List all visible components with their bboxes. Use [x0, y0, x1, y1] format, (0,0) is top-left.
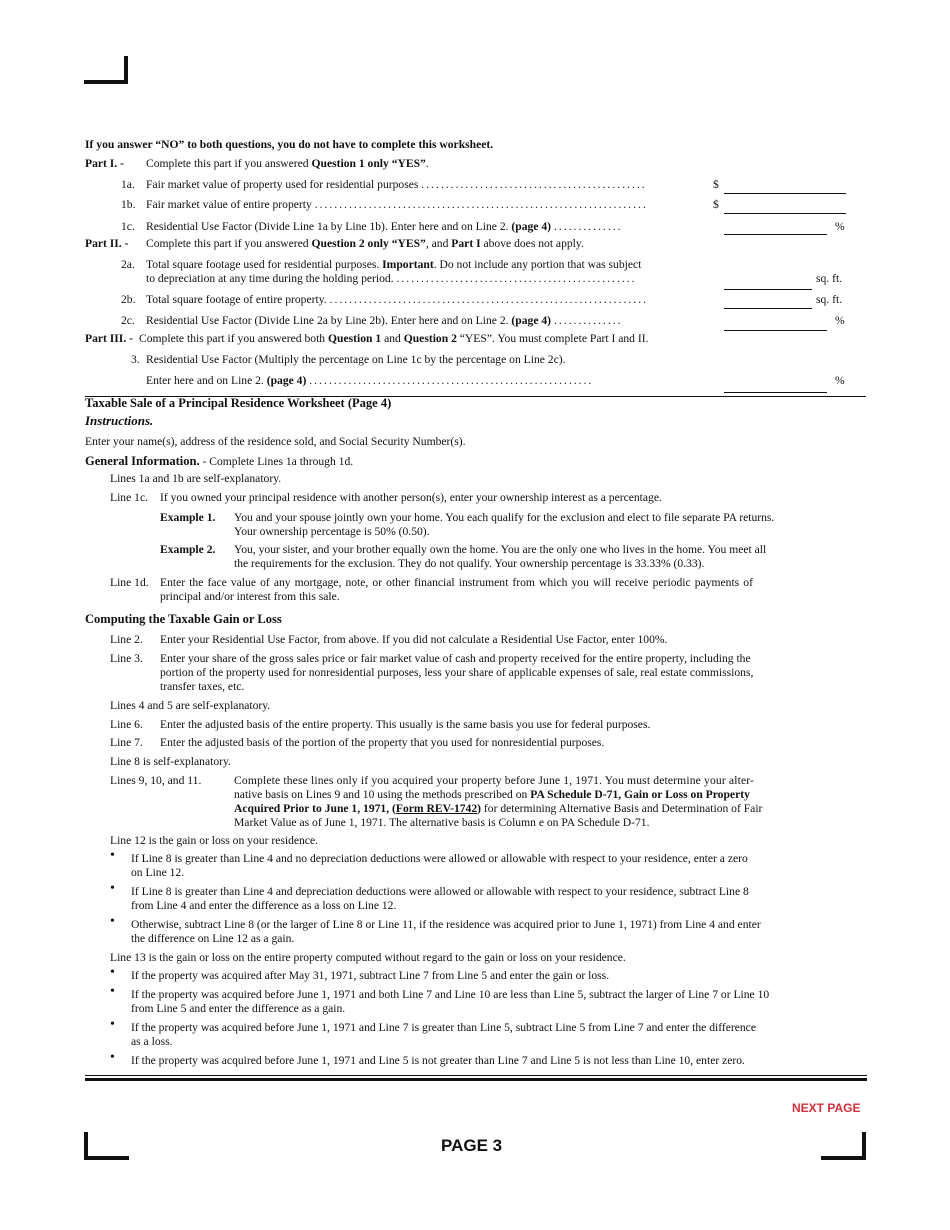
- line-13-bullet-4: If the property was acquired before June 1, 1971 and Line 5 is not greater than Line 7 and Line 5 is not less than Line 10, enter zero.: [131, 1054, 745, 1067]
- line-2b-text: Total square footage of entire property. .................................................................: [146, 293, 648, 306]
- line-2-label: Line 2.: [110, 633, 143, 646]
- line-6-instruction: Enter the adjusted basis of the entire property. This usually is the same basis you use for federal purposes.: [160, 718, 651, 731]
- corner-mark-bottom-right: [821, 1132, 866, 1160]
- general-info-heading: General Information. - Complete Lines 1a through 1d.: [85, 454, 354, 468]
- percent-sign: %: [835, 314, 845, 327]
- line-2c-text: Residential Use Factor (Divide Line 2a by Line 2b). Enter here and on Line 2. (page 4) ..............: [146, 314, 623, 327]
- sqft-unit: sq. ft.: [816, 272, 843, 285]
- next-page-button[interactable]: NEXT PAGE: [792, 1101, 861, 1115]
- part1-label: Part I. -: [85, 157, 124, 170]
- line-3-instruction-cont: portion of the property used for nonresidential purposes, less your share of applicable expenses of sale, real estate commissions,: [160, 666, 754, 679]
- bullet: •: [110, 965, 115, 980]
- line-1d-instruction: Enter the face value of any mortgage, note, or other financial instrument from which you will receive periodic payments of: [160, 576, 753, 589]
- bullet: •: [110, 914, 115, 929]
- lines-1a-1b-note: Lines 1a and 1b are self-explanatory.: [110, 472, 282, 485]
- part2-description: Complete this part if you answered Question 2 only “YES”, and Part I above does not apply.: [146, 237, 584, 250]
- footer-rule-thin: [85, 1075, 867, 1076]
- line-13-bullet-3: If the property was acquired before June 1, 1971 and Line 7 is greater than Line 5, subtract Line 5 from Line 7 and enter the difference: [131, 1021, 756, 1034]
- line-12-bullet-2: If Line 8 is greater than Line 4 and depreciation deductions were allowed or allowable with respect to your residence, subtract Line 8: [131, 885, 749, 898]
- line-2b-field[interactable]: [724, 308, 812, 309]
- lines-9-11-label: Lines 9, 10, and 11.: [110, 774, 202, 787]
- line-12-note: Line 12 is the gain or loss on your residence.: [110, 834, 318, 847]
- dollar-sign: $: [713, 198, 719, 211]
- example-2-text-cont: the requirements for the exclusion. They do not qualify. Your ownership percentage is 33.33% (0.33).: [234, 557, 705, 570]
- line-3-number: 3.: [131, 353, 140, 366]
- form-rev-1742-link[interactable]: Form REV-1742: [395, 802, 478, 815]
- line-1d-label: Line 1d.: [110, 576, 149, 589]
- line-12-bullet-1-cont: on Line 12.: [131, 866, 185, 879]
- line-2a-number: 2a.: [121, 258, 135, 271]
- corner-mark-bottom-left: [84, 1132, 129, 1160]
- example-1-text-cont: Your ownership percentage is 50% (0.50).: [234, 525, 430, 538]
- part3-description: Complete this part if you answered both Question 1 and Question 2 “YES”. You must complete Part I and II.: [139, 332, 649, 345]
- instructions-intro: Enter your name(s), address of the residence sold, and Social Security Number(s).: [85, 435, 466, 448]
- bullet: •: [110, 848, 115, 863]
- line-1d-instruction-cont: principal and/or interest from this sale.: [160, 590, 340, 603]
- line-1b-number: 1b.: [121, 198, 136, 211]
- line-1c-text: Residential Use Factor (Divide Line 1a by Line 1b). Enter here and on Line 2. (page 4) ..............: [146, 220, 623, 233]
- computing-heading: Computing the Taxable Gain or Loss: [85, 612, 282, 626]
- example-2-label: Example 2.: [160, 543, 216, 556]
- example-1-label: Example 1.: [160, 511, 216, 524]
- line-3-label: Line 3.: [110, 652, 143, 665]
- part3-label: Part III. -: [85, 332, 133, 345]
- line-12-bullet-1: If Line 8 is greater than Line 4 and no depreciation deductions were allowed or allowable with respect to your residence, enter a zero: [131, 852, 748, 865]
- line-1a-field[interactable]: [724, 193, 846, 194]
- corner-mark-top-left: [84, 56, 128, 84]
- line-6-label: Line 6.: [110, 718, 143, 731]
- lines-9-11-instruction-cont: Acquired Prior to June 1, 1971, (Form REV-1742) for determining Alternative Basis and Determination of Fair: [234, 802, 763, 815]
- line-7-instruction: Enter the adjusted basis of the portion of the property that you used for nonresidential purposes.: [160, 736, 605, 749]
- line-12-bullet-2-cont: from Line 4 and enter the difference as a loss on Line 12.: [131, 899, 397, 912]
- line-2-instruction: Enter your Residential Use Factor, from above. If you did not calculate a Residential Use Factor, enter 100%.: [160, 633, 668, 646]
- example-1-text: You and your spouse jointly own your home. You each qualify for the exclusion and elect to file separate PA returns.: [234, 511, 775, 524]
- line-3-instruction-cont: transfer taxes, etc.: [160, 680, 245, 693]
- lines-9-11-instruction-cont: native basis on Lines 9 and 10 using the methods prescribed on PA Schedule D-71, Gain or Loss on Property: [234, 788, 750, 801]
- lines-9-11-instruction: Complete these lines only if you acquired your property before June 1, 1971. You must determine your alter-: [234, 774, 755, 787]
- line-13-note: Line 13 is the gain or loss on the entire property computed without regard to the gain or loss on your residence.: [110, 951, 626, 964]
- footer-rule-thick: [85, 1078, 867, 1081]
- line-2a-text: Total square footage used for residential purposes. Important. Do not include any portion that was subject: [146, 258, 642, 271]
- bullet: •: [110, 1017, 115, 1032]
- bullet: •: [110, 984, 115, 999]
- part1-description: Complete this part if you answered Question 1 only “YES”.: [146, 157, 429, 170]
- line-8-note: Line 8 is self-explanatory.: [110, 755, 231, 768]
- line-1c-number: 1c.: [121, 220, 135, 233]
- dollar-sign: $: [713, 178, 719, 191]
- example-2-text: You, your sister, and your brother equally own the home. You are the only one who lives in the home. You meet all: [234, 543, 767, 556]
- line-1c-instruction: If you owned your principal residence with another person(s), enter your ownership interest as a percentage.: [160, 491, 662, 504]
- lines-9-11-instruction-cont: Market Value as of June 1, 1971. The alternative basis is Column e on PA Schedule D-71.: [234, 816, 650, 829]
- line-1c-label: Line 1c.: [110, 491, 148, 504]
- line-3-field[interactable]: [724, 392, 827, 393]
- line-1b-field[interactable]: [724, 213, 846, 214]
- line-2b-number: 2b.: [121, 293, 136, 306]
- section-title: Taxable Sale of a Principal Residence Worksheet (Page 4): [85, 396, 392, 410]
- line-13-bullet-2: If the property was acquired before June 1, 1971 and both Line 7 and Line 10 are less than Line 5, subtract the larger of Line 7 or Line 10: [131, 988, 770, 1001]
- intro-note: If you answer “NO” to both questions, you do not have to complete this worksheet.: [85, 138, 494, 151]
- line-7-label: Line 7.: [110, 736, 143, 749]
- line-3-enter: Enter here and on Line 2. (page 4) ..........................................................: [146, 374, 594, 387]
- sqft-unit: sq. ft.: [816, 293, 843, 306]
- instructions-title: Instructions.: [85, 413, 154, 428]
- line-3-instruction: Enter your share of the gross sales price or fair market value of cash and property received for the entire property, including the: [160, 652, 751, 665]
- line-13-bullet-1: If the property was acquired after May 31, 1971, subtract Line 7 from Line 5 and enter the gain or loss.: [131, 969, 610, 982]
- line-1b-text: Fair market value of entire property ....................................................................: [146, 198, 648, 211]
- percent-sign: %: [835, 374, 845, 387]
- line-1a-number: 1a.: [121, 178, 135, 191]
- line-2a-text-cont: to depreciation at any time during the holding period. .................................................: [146, 272, 637, 285]
- line-2c-field[interactable]: [724, 330, 827, 331]
- line-12-bullet-3-cont: the difference on Line 12 as a gain.: [131, 932, 295, 945]
- line-13-bullet-3-cont: as a loss.: [131, 1035, 173, 1048]
- line-2c-number: 2c.: [121, 314, 135, 327]
- line-12-bullet-3: Otherwise, subtract Line 8 (or the larger of Line 8 or Line 11, if the residence was acquired prior to June 1, 1971) from Line 4 and enter: [131, 918, 761, 931]
- bullet: •: [110, 1050, 115, 1065]
- part2-label: Part II. -: [85, 237, 129, 250]
- line-3-text: Residential Use Factor (Multiply the percentage on Line 1c by the percentage on Line 2c).: [146, 353, 566, 366]
- line-2a-field[interactable]: [724, 289, 812, 290]
- line-13-bullet-2-cont: from Line 5 and enter the difference as a gain.: [131, 1002, 346, 1015]
- lines-4-5-note: Lines 4 and 5 are self-explanatory.: [110, 699, 271, 712]
- bullet: •: [110, 881, 115, 896]
- line-1c-field[interactable]: [724, 234, 827, 235]
- line-1a-text: Fair market value of property used for residential purposes ..............................................: [146, 178, 647, 191]
- percent-sign: %: [835, 220, 845, 233]
- page-number: PAGE 3: [441, 1136, 503, 1155]
